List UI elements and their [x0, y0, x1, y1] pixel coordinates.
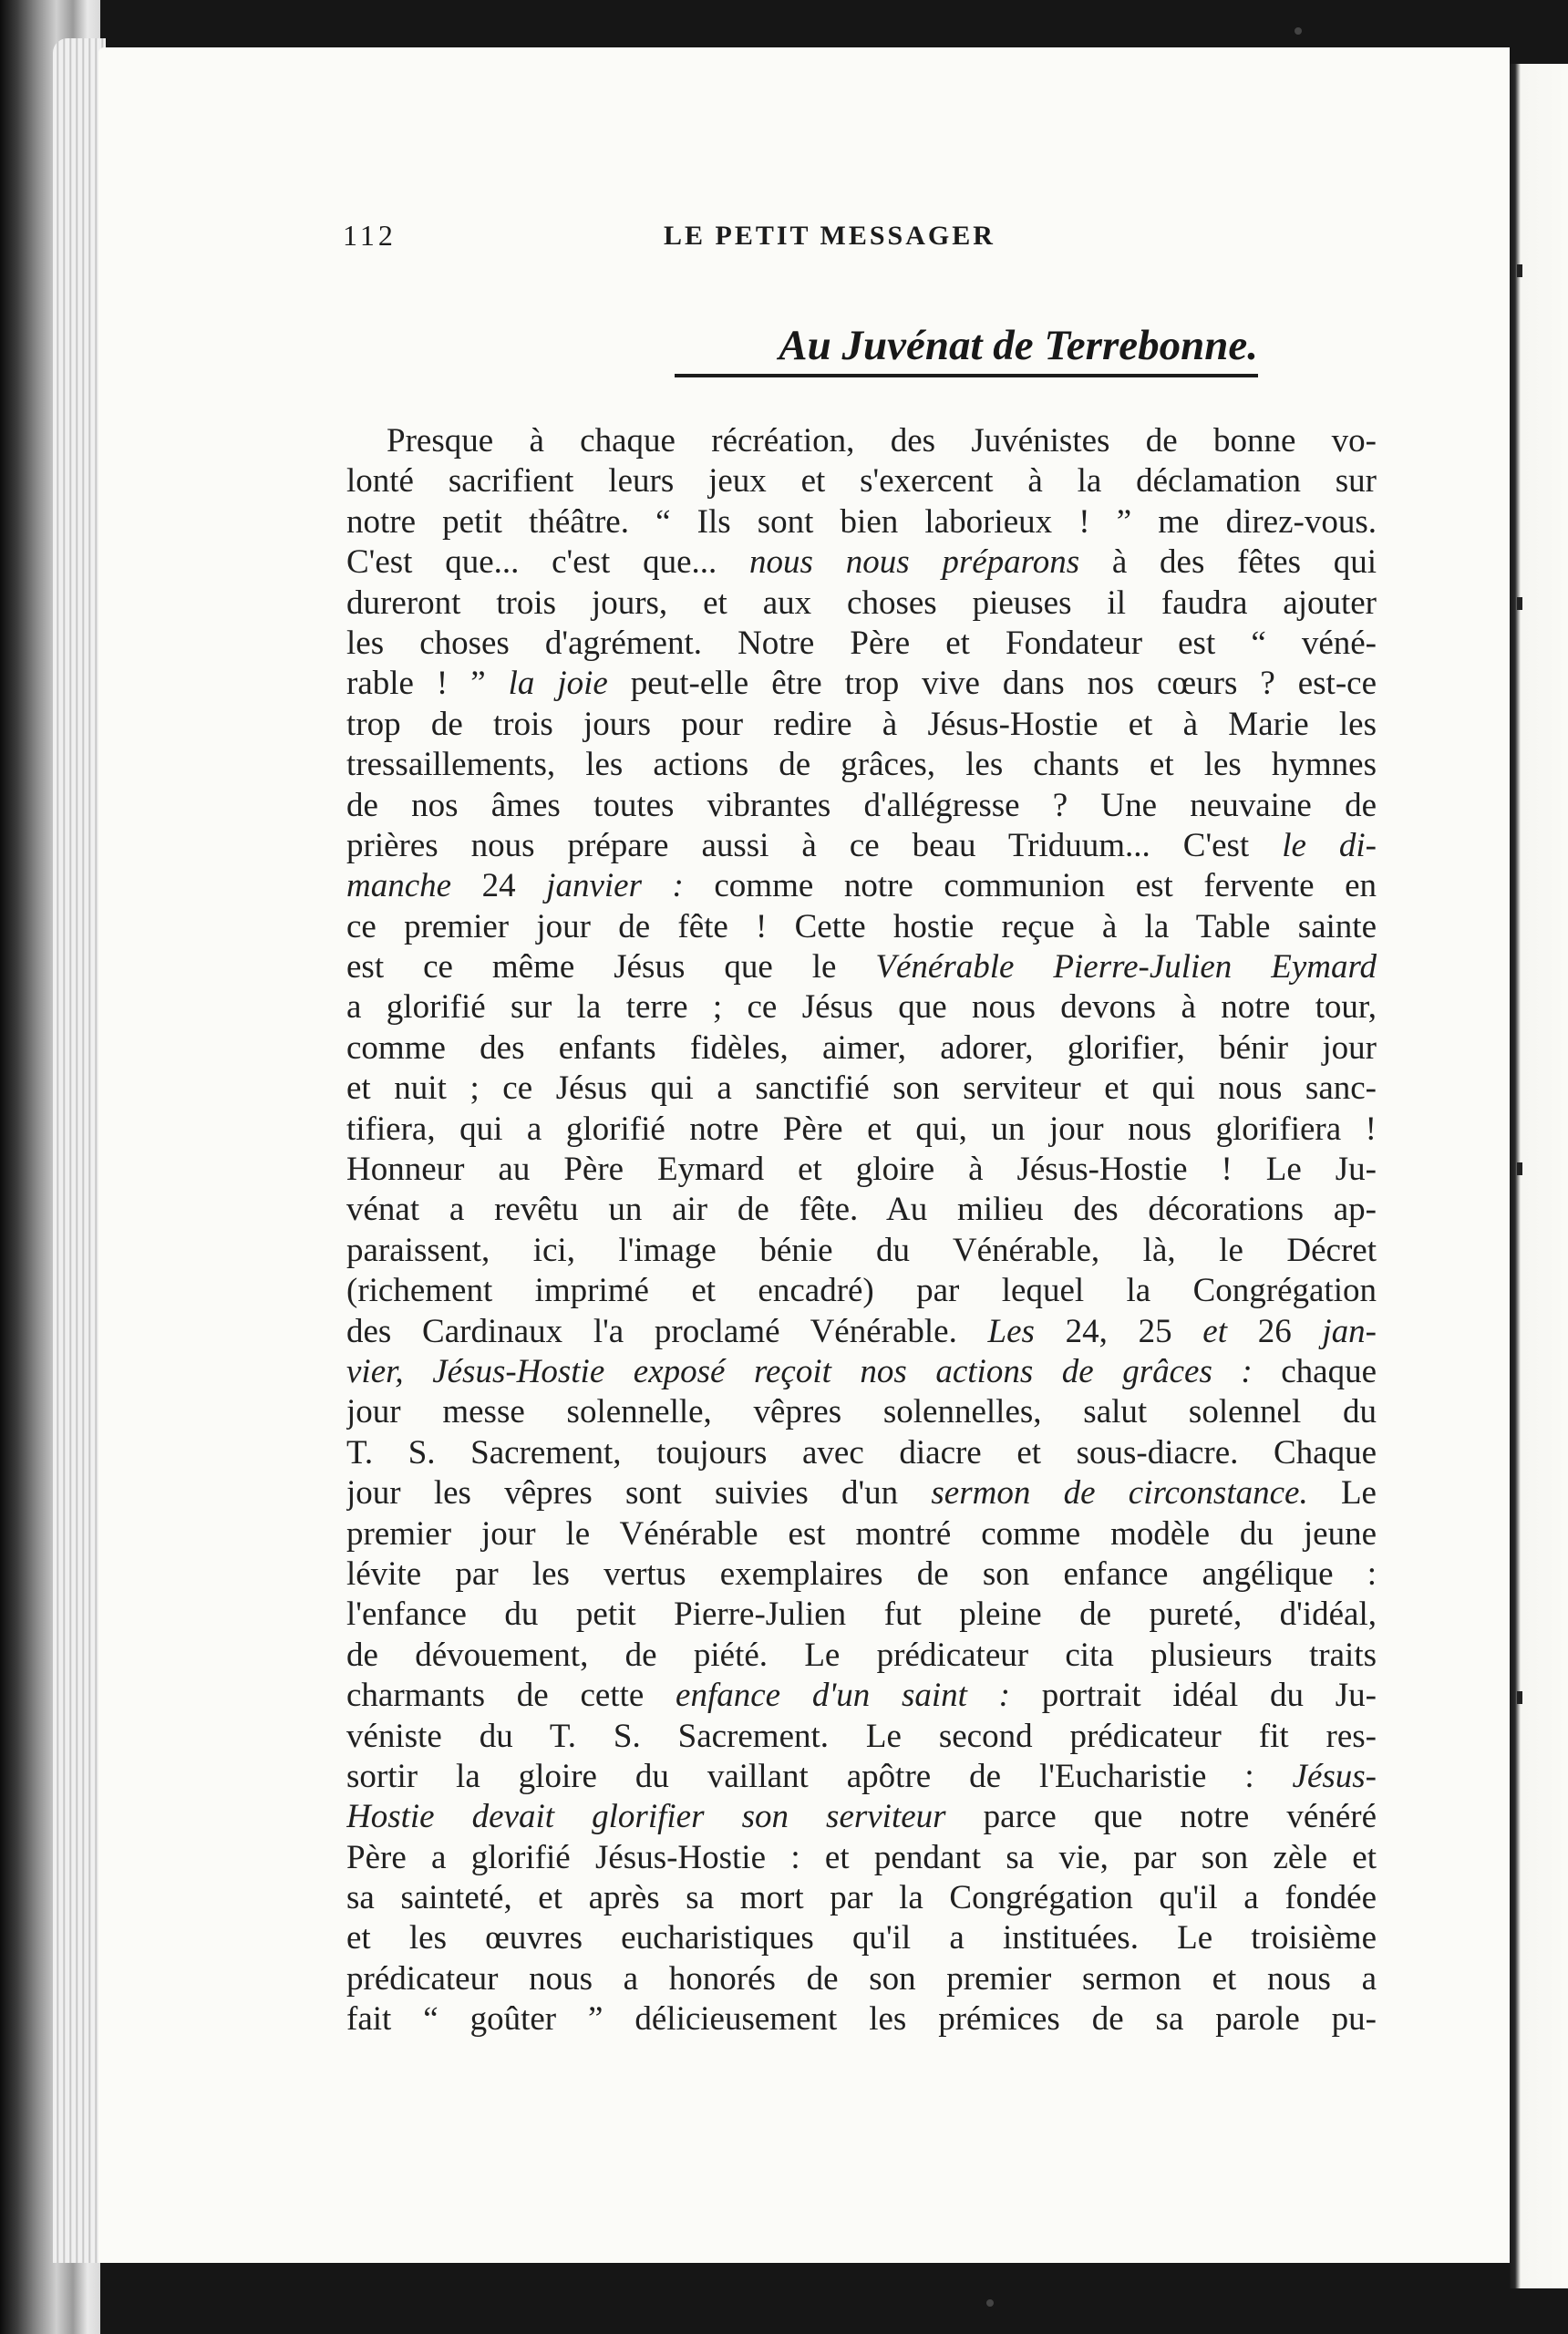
text-line	[346, 1028, 1377, 1069]
italic-text: janvier :	[546, 867, 684, 905]
text-run: premier jour le Vénérable est montré comme modèle du jeune	[346, 1514, 1377, 1553]
article-title: Au Juvénat de Terrebonne.	[675, 321, 1258, 377]
edge-mark	[1517, 264, 1522, 277]
text-line	[346, 1959, 1377, 1999]
text-run: Père a glorifié Jésus-Hostie : et pendant sa vie, par son zèle et	[346, 1838, 1377, 1876]
text-run: lonté sacrifient leurs jeux et s'exercent à la déclamation sur	[346, 462, 1377, 501]
text-line	[346, 1554, 1377, 1595]
text-line	[346, 987, 1377, 1028]
text-line	[346, 1312, 1377, 1352]
text-line	[346, 502, 1377, 542]
text-line	[346, 584, 1377, 624]
text-line	[346, 1676, 1377, 1716]
text-run: prédicateur nous a honorés de son premier sermon et nous a	[346, 1959, 1377, 1998]
italic-text: Vénérable Pierre-Julien Eymard	[875, 948, 1377, 986]
text-line	[346, 1878, 1377, 1918]
edge-mark	[1517, 1691, 1522, 1704]
text-run: est ce même Jésus que le	[346, 948, 876, 986]
text-run: Le	[1307, 1474, 1377, 1513]
text-run: jour les vêpres sont suivies d'un	[346, 1474, 932, 1513]
text-run: charmants de cette	[346, 1677, 676, 1715]
text-line	[346, 1757, 1377, 1797]
italic-text: et	[1202, 1312, 1227, 1350]
text-line	[346, 542, 1377, 583]
italic-text: enfance d'un saint :	[676, 1677, 1010, 1715]
article-body	[346, 421, 1377, 2040]
text-run: tifiera, qui a glorifié notre Père et qui, un jour nous glorifiera !	[346, 1110, 1377, 1148]
text-run: fait “ goûter ” délicieusement les prémices de sa parole pu-	[346, 2000, 1377, 2039]
text-line	[346, 1271, 1377, 1311]
text-run: sa sainteté, et après sa mort par la Congrégation qu'il a fondée	[346, 1879, 1377, 1917]
italic-text: Hostie devait glorifier son serviteur	[346, 1798, 946, 1836]
text-line	[346, 826, 1377, 866]
text-run: ce premier jour de fête ! Cette hostie reçue à la Table sainte	[346, 907, 1377, 945]
text-line	[346, 1352, 1377, 1392]
text-run: (richement imprimé et encadré) par lequel la Congrégation	[346, 1272, 1377, 1310]
speck	[986, 2299, 994, 2307]
text-run: comme des enfants fidèles, aimer, adorer, glorifier, bénir jour	[346, 1028, 1377, 1067]
text-run: et les œuvres eucharistiques qu'il a instituées. Le troisième	[346, 1919, 1377, 1957]
text-line	[346, 421, 1377, 461]
text-run: notre petit théâtre. “ Ils sont bien laborieux ! ” me direz-vous.	[346, 502, 1377, 541]
text-run: 26	[1227, 1312, 1323, 1350]
text-line	[346, 1717, 1377, 1757]
text-line	[346, 1797, 1377, 1837]
text-run: a glorifié sur la terre ; ce Jésus que nous devons à notre tour,	[346, 988, 1377, 1027]
journal-title: LE PETIT MESSAGER	[664, 221, 995, 251]
text-run: peut-elle être trop vive dans nos cœurs ? est-ce	[607, 665, 1377, 703]
text-line	[346, 947, 1377, 987]
text-line	[346, 1433, 1377, 1473]
text-run: et nuit ; ce Jésus qui a sanctifié son serviteur et qui nous sanc-	[346, 1069, 1377, 1108]
italic-text: jan-	[1322, 1312, 1377, 1350]
text-run: Presque à chaque récréation, des Juvénistes de bonne vo-	[387, 422, 1377, 460]
text-run: trop de trois jours pour redire à Jésus-Hostie et à Marie les	[346, 705, 1377, 743]
italic-text: le di-	[1282, 826, 1377, 864]
text-run: lévite par les vertus exemplaires de son enfance angélique :	[346, 1554, 1377, 1593]
text-line	[346, 461, 1377, 501]
text-run: dureront trois jours, et aux choses pieuses il faudra ajouter	[346, 584, 1377, 622]
text-run: tressaillements, les actions de grâces, les chants et les hymnes	[346, 746, 1377, 784]
text-run: jour messe solennelle, vêpres solennelles, salut solennel du	[346, 1393, 1377, 1431]
page-number: 112	[343, 219, 397, 252]
text-line	[346, 664, 1377, 704]
edge-mark	[1517, 1162, 1522, 1175]
edge-mark	[1517, 597, 1522, 610]
text-line	[346, 624, 1377, 664]
text-line	[346, 1636, 1377, 1676]
text-line	[346, 1150, 1377, 1190]
text-line	[346, 1069, 1377, 1109]
text-run: l'enfance du petit Pierre-Julien fut pleine de pureté, d'idéal,	[346, 1596, 1377, 1634]
italic-text: Les	[987, 1312, 1035, 1350]
text-run: véniste du T. S. Sacrement. Le second prédicateur fit res-	[346, 1717, 1377, 1755]
italic-text: sermon de circonstance.	[931, 1474, 1308, 1513]
text-line	[346, 1838, 1377, 1878]
text-line	[346, 1392, 1377, 1432]
speck	[1295, 27, 1302, 35]
text-run: de dévouement, de piété. Le prédicateur cita plusieurs traits	[346, 1636, 1377, 1674]
text-run: prières nous prépare aussi à ce beau Triduum... C'est	[346, 826, 1283, 864]
text-run: sortir la gloire du vaillant apôtre de l'Eucharistie :	[346, 1757, 1293, 1795]
text-run: portrait idéal du Ju-	[1010, 1677, 1377, 1715]
text-line	[346, 745, 1377, 785]
text-run: à des fêtes qui	[1079, 543, 1377, 582]
text-run: C'est que... c'est que...	[346, 543, 750, 582]
italic-text: Jésus-	[1292, 1757, 1377, 1795]
text-run: parce que notre vénéré	[945, 1798, 1377, 1836]
text-run: rable ! ”	[346, 665, 509, 703]
text-line	[346, 866, 1377, 906]
text-line	[346, 1110, 1377, 1150]
italic-text: vier, Jésus-Hostie exposé reçoit nos actions de grâces :	[346, 1352, 1253, 1390]
text-line	[346, 1231, 1377, 1271]
text-line	[346, 1918, 1377, 1958]
text-line	[346, 1514, 1377, 1554]
text-run: des Cardinaux l'a proclamé Vénérable.	[346, 1312, 988, 1350]
text-line	[346, 1190, 1377, 1230]
text-line	[346, 1473, 1377, 1513]
text-line	[346, 1999, 1377, 2040]
text-run: 24	[451, 867, 547, 905]
text-run: T. S. Sacrement, toujours avec diacre et sous-diacre. Chaque	[346, 1433, 1377, 1472]
text-run: 24, 25	[1034, 1312, 1203, 1350]
italic-text: nous nous préparons	[749, 543, 1080, 582]
italic-text: manche	[346, 867, 452, 905]
facing-page-edge	[1510, 64, 1568, 2288]
text-run: paraissent, ici, l'image bénie du Vénérable, là, le Décret	[346, 1231, 1377, 1269]
text-line	[346, 786, 1377, 826]
text-run: Honneur au Père Eymard et gloire à Jésus-Hostie ! Le Ju-	[346, 1151, 1377, 1189]
text-run: les choses d'agrément. Notre Père et Fondateur est “ véné-	[346, 624, 1377, 662]
text-line	[346, 907, 1377, 947]
text-line	[346, 705, 1377, 745]
running-head	[343, 219, 1373, 259]
italic-text: la joie	[508, 665, 608, 703]
text-line	[346, 1595, 1377, 1635]
text-run: vénat a revêtu un air de fête. Au milieu des décorations ap-	[346, 1191, 1377, 1229]
text-run: de nos âmes toutes vibrantes d'allégresse ? Une neuvaine de	[346, 786, 1377, 824]
text-run: chaque	[1252, 1352, 1377, 1390]
text-run: comme notre communion est fervente en	[683, 867, 1377, 905]
